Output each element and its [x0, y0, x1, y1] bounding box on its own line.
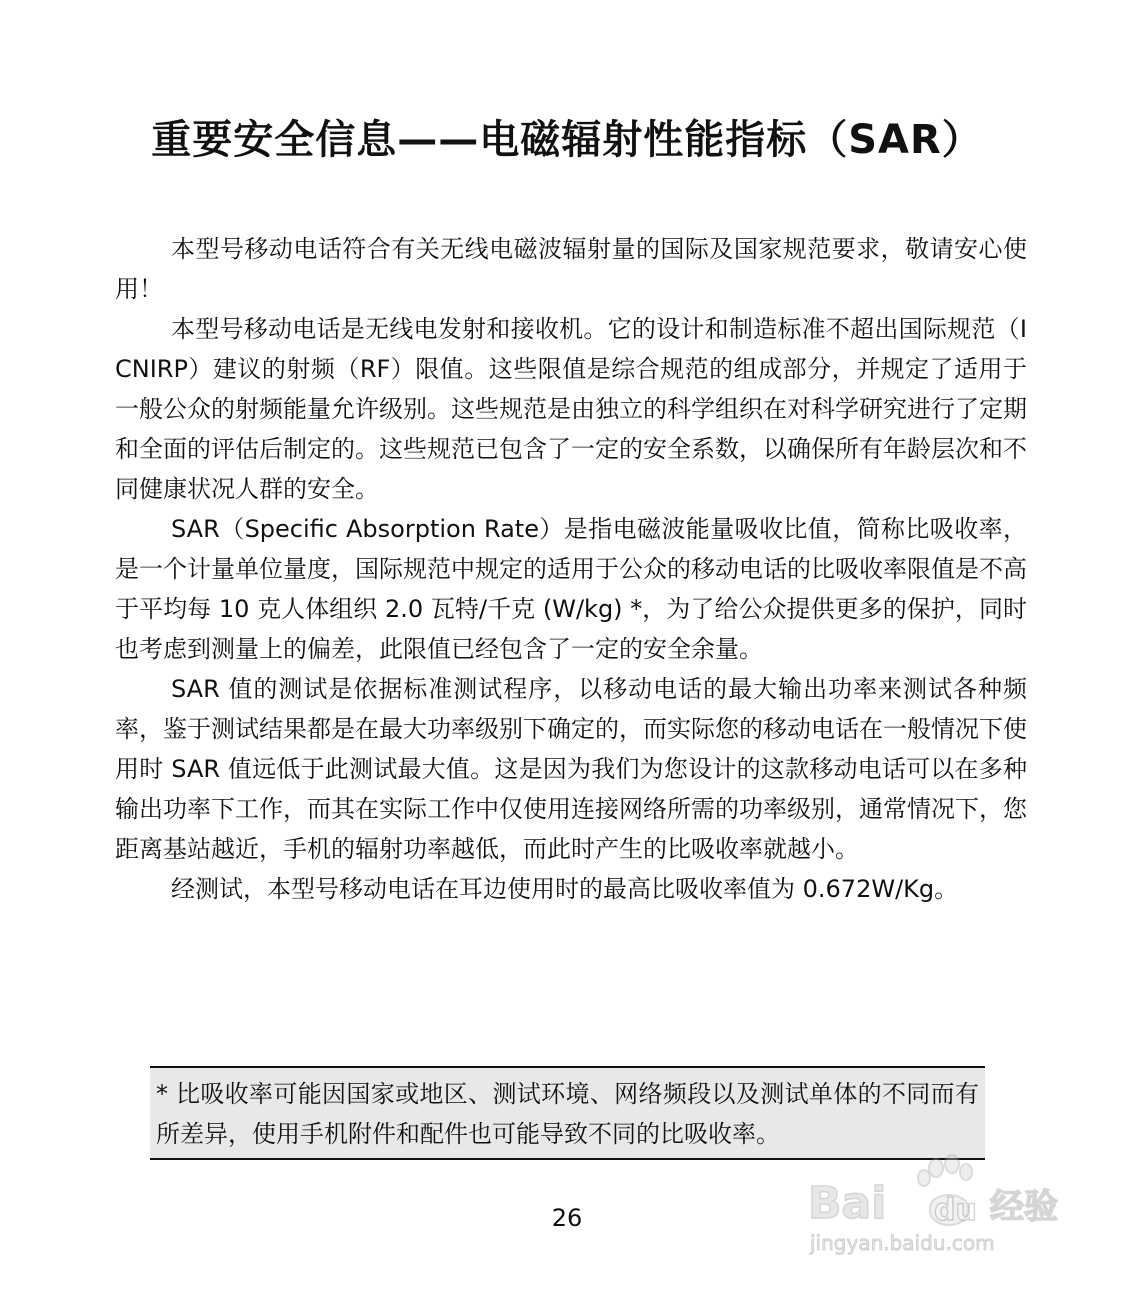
- svg-text:jingyan.baidu.com: jingyan.baidu.com: [810, 1231, 995, 1255]
- document-body: [115, 229, 1027, 909]
- footnote-box: [150, 1066, 985, 1160]
- baidu-jingyan-watermark-icon: [800, 1150, 1070, 1260]
- paragraph-sar-result: 经测试，本型号移动电话在耳边使用时的最高比吸收率值为 0.672W/Kg。: [171, 875, 959, 903]
- svg-text:Bai: Bai: [808, 1178, 887, 1229]
- svg-text:经验: 经验: [990, 1187, 1058, 1227]
- page-number: 26: [551, 1204, 583, 1232]
- paragraph-intro: 本型号移动电话符合有关无线电磁波辐射量的国际及国家规范要求，敬请安心使用！: [115, 235, 1027, 303]
- paragraph-sar-definition: SAR（Specific Absorption Rate）是指电磁波能量吸收比值，简称比吸收率，是一个计量单位量度，国际规范中规定的适用于公众的移动电话的比吸收率限值是不高于平均每 10 克人体组织 2.0 瓦特/千克 (W/kg) *，为了给公众提供更多的保护，同时也考虑到测量上的偏差，此限值已经包含了一定的安全余量。: [115, 515, 1027, 663]
- svg-text:du: du: [934, 1193, 977, 1228]
- page-title: 重要安全信息——电磁辐射性能指标（SAR）: [151, 117, 983, 163]
- paragraph-standards: 本型号移动电话是无线电发射和接收机。它的设计和制造标准不超出国际规范（ICNIRP）建议的射频（RF）限值。这些限值是综合规范的组成部分，并规定了适用于一般公众的射频能量允许级别。这些规范是由独立的科学组织在对科学研究进行了定期和全面的评估后制定的。这些规范已包含了一定的安全系数，以确保所有年龄层次和不同健康状况人群的安全。: [115, 315, 1027, 503]
- paragraph-sar-testing: SAR 值的测试是依据标准测试程序，以移动电话的最大输出功率来测试各种频率，鉴于测试结果都是在最大功率级别下确定的，而实际您的移动电话在一般情况下使用时 SAR 值远低于此测试最大值。这是因为我们为您设计的这款移动电话可以在多种输出功率下工作，而其在实际工作中仅使用连接网络所需的功率级别，通常情况下，您距离基站越近，手机的辐射功率越低，而此时产生的比吸收率就越小。: [115, 675, 1027, 863]
- footnote-text: * 比吸收率可能因国家或地区、测试环境、网络频段以及测试单体的不同而有所差异，使用手机附件和配件也可能导致不同的比吸收率。: [156, 1080, 979, 1148]
